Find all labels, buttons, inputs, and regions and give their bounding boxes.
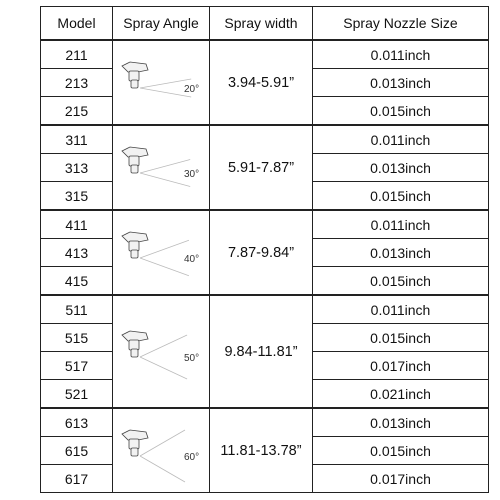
nozzle-size-cell: 0.017inch — [313, 465, 489, 493]
model-cell: 211 — [41, 40, 113, 69]
model-cell: 311 — [41, 125, 113, 154]
spray-angle-label: 30° — [184, 168, 200, 180]
nozzle-size-cell: 0.011inch — [313, 210, 489, 239]
spray-angle-label: 20° — [184, 83, 200, 95]
nozzle-size-cell: 0.021inch — [313, 380, 489, 409]
table-row — [41, 295, 489, 324]
spray-nozzle-icon — [118, 416, 204, 486]
model-cell: 415 — [41, 267, 113, 296]
model-cell: 515 — [41, 324, 113, 352]
nozzle-spec-table — [40, 6, 489, 493]
model-cell: 213 — [41, 69, 113, 97]
model-cell: 613 — [41, 408, 113, 437]
spray-nozzle-icon — [118, 218, 204, 288]
header-spray-width: Spray width — [210, 7, 313, 41]
model-cell: 411 — [41, 210, 113, 239]
spray-angle-cell — [113, 40, 210, 125]
nozzle-size-cell: 0.011inch — [313, 295, 489, 324]
table-row — [41, 40, 489, 69]
nozzle-size-cell: 0.013inch — [313, 239, 489, 267]
nozzle-size-cell: 0.015inch — [313, 324, 489, 352]
spray-angle-cell — [113, 295, 210, 408]
spray-width-cell: 7.87-9.84” — [210, 210, 313, 295]
model-cell: 315 — [41, 182, 113, 211]
nozzle-size-cell: 0.015inch — [313, 182, 489, 211]
spray-angle-label: 50° — [184, 352, 200, 364]
header-nozzle-size: Spray Nozzle Size — [313, 7, 489, 41]
header-spray-angle: Spray Angle — [113, 7, 210, 41]
nozzle-size-cell: 0.013inch — [313, 154, 489, 182]
model-cell: 521 — [41, 380, 113, 409]
nozzle-size-cell: 0.017inch — [313, 352, 489, 380]
spray-angle-cell — [113, 125, 210, 210]
nozzle-size-cell: 0.015inch — [313, 97, 489, 126]
model-cell: 215 — [41, 97, 113, 126]
spray-width-cell: 3.94-5.91” — [210, 40, 313, 125]
spray-width-cell: 9.84-11.81” — [210, 295, 313, 408]
nozzle-size-cell: 0.011inch — [313, 125, 489, 154]
model-cell: 517 — [41, 352, 113, 380]
table-body — [41, 40, 489, 493]
nozzle-size-cell: 0.013inch — [313, 408, 489, 437]
spray-width-cell: 11.81-13.78” — [210, 408, 313, 493]
nozzle-size-cell: 0.015inch — [313, 437, 489, 465]
table-row — [41, 408, 489, 437]
spray-nozzle-icon — [118, 317, 204, 387]
table-row — [41, 125, 489, 154]
header-row — [41, 7, 489, 41]
model-cell: 617 — [41, 465, 113, 493]
spray-nozzle-icon — [118, 48, 204, 118]
model-cell: 413 — [41, 239, 113, 267]
nozzle-size-cell: 0.013inch — [313, 69, 489, 97]
table-row — [41, 210, 489, 239]
spray-width-cell: 5.91-7.87” — [210, 125, 313, 210]
nozzle-size-cell: 0.015inch — [313, 267, 489, 296]
spray-angle-cell — [113, 408, 210, 493]
header-model: Model — [41, 7, 113, 41]
spray-nozzle-icon — [118, 133, 204, 203]
nozzle-size-cell: 0.011inch — [313, 40, 489, 69]
spray-angle-label: 60° — [184, 451, 200, 463]
model-cell: 511 — [41, 295, 113, 324]
model-cell: 313 — [41, 154, 113, 182]
model-cell: 615 — [41, 437, 113, 465]
spray-angle-label: 40° — [184, 253, 200, 265]
spray-angle-cell — [113, 210, 210, 295]
